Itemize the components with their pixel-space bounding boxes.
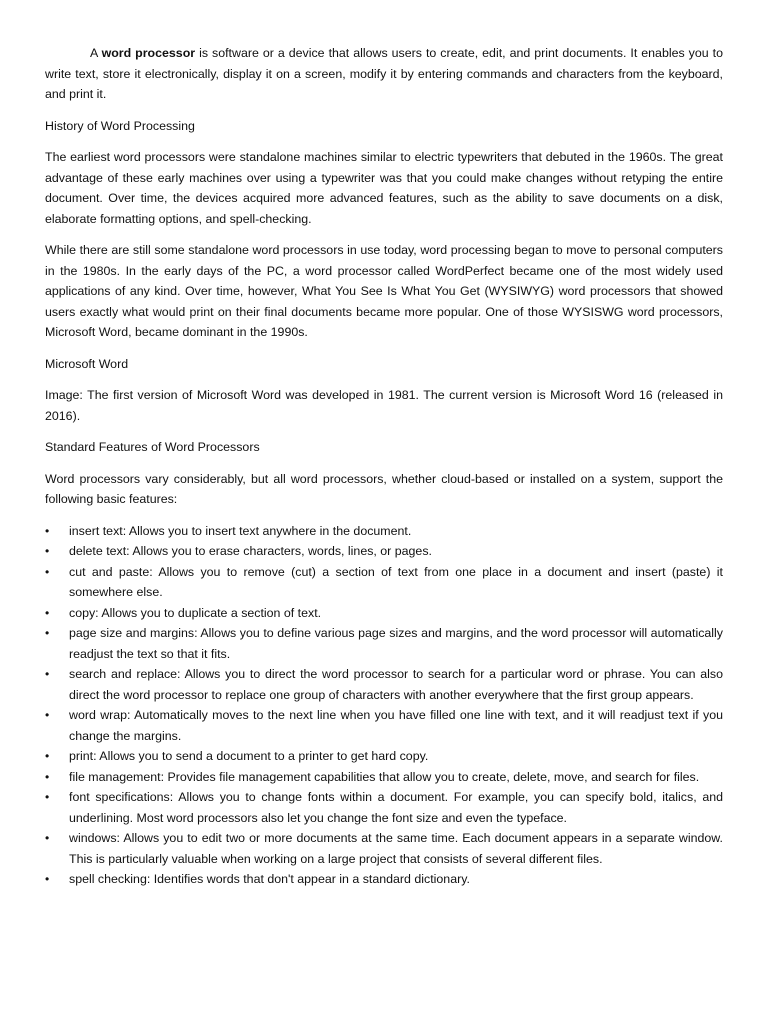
list-item-text: file management: Provides file management capabilities that allow you to create, delete, move, and search for files. [69, 769, 700, 784]
bullet-icon: • [45, 523, 50, 538]
features-heading: Standard Features of Word Processors [45, 440, 260, 454]
features-list [45, 521, 723, 890]
list-item [45, 746, 723, 767]
history-heading: History of Word Processing [45, 118, 195, 133]
list-item-text: copy: Allows you to duplicate a section of text. [69, 605, 322, 620]
bullet-icon: • [45, 544, 50, 558]
list-item-text: font specifications: Allows you to change fonts within a document. For example, you can specify bold, italics, and underlining. Most word processors also let you change the font size and even the typeface. [69, 790, 723, 825]
list-item [45, 562, 723, 603]
list-item-text: page size and margins: Allows you to define various page sizes and margins, and the word processor will automatically readjust the text so that it fits. [69, 626, 723, 661]
list-item-text: print: Allows you to send a document to a printer to get hard copy. [69, 749, 429, 763]
list-item [45, 603, 723, 624]
list-item [45, 623, 723, 664]
intro-lead: A [90, 46, 102, 60]
list-item [45, 828, 723, 869]
bullet-icon: • [45, 708, 50, 722]
bullet-icon: • [45, 564, 50, 579]
bullet-icon: • [45, 872, 50, 886]
list-item [45, 541, 723, 562]
intro-term: word processor [101, 46, 196, 60]
microsoft-word-paragraph: Image: The first version of Microsoft Word was developed in 1981. The current version is Microsoft Word 16 (released in 2016). [45, 388, 723, 423]
list-item [45, 521, 723, 542]
bullet-icon: • [45, 769, 50, 784]
list-item [45, 664, 723, 705]
list-item-text: delete text: Allows you to erase characters, words, lines, or pages. [69, 544, 432, 558]
features-intro: Word processors vary considerably, but all word processors, whether cloud-based or installed on a system, support the following basic features: [45, 471, 723, 506]
list-item [45, 767, 723, 788]
list-item-text: windows: Allows you to edit two or more documents at the same time. Each document appears in a separate window. This is particularly valuable when working on a large project that consists of several different files. [69, 831, 723, 866]
bullet-icon: • [45, 790, 50, 804]
list-item [45, 869, 723, 890]
bullet-icon: • [45, 626, 50, 640]
bullet-icon: • [45, 749, 50, 763]
list-item-text: insert text: Allows you to insert text anywhere in the document. [69, 523, 412, 538]
list-item-text: cut and paste: Allows you to remove (cut) a section of text from one place in a document and insert (paste) it somewhere else. [69, 564, 723, 599]
bullet-icon: • [45, 605, 50, 620]
list-item-text: spell checking: Identifies words that don't appear in a standard dictionary. [69, 872, 470, 886]
list-item-text: word wrap: Automatically moves to the next line when you have filled one line with text, and it will readjust text if you change the margins. [69, 708, 723, 743]
bullet-icon: • [45, 831, 50, 845]
intro-paragraph [45, 43, 723, 105]
history-paragraph-2: While there are still some standalone word processors in use today, word processing began to move to personal computers in the 1980s. In the early days of the PC, a word processor called WordPerfect became one of the most widely used applications of any kind. Over time, however, What You See Is What You Get (WYSIWYG) word processors that showed users exactly what would print on their final documents became more popular. One of those WYSISWG word processors, Microsoft Word, became dominant in the 1990s. [45, 243, 723, 339]
microsoft-word-heading: Microsoft Word [45, 356, 129, 371]
intro-rest: is software or a device that allows users to create, edit, and print documents. It enables you to write text, store it electronically, display it on a screen, modify it by entering commands and characters from the keyboard, and print it. [45, 46, 723, 101]
history-paragraph-1: The earliest word processors were standalone machines similar to electric typewriters that debuted in the 1960s. The great advantage of these early machines over using a typewriter was that you could make changes without retyping the entire document. Over time, the devices acquired more advanced features, such as the ability to save documents on a disk, elaborate formatting options, and spell-checking. [45, 150, 723, 226]
list-item-text: search and replace: Allows you to direct the word processor to search for a particular word or phrase. You can also direct the word processor to replace one group of characters with another everywhere that the first group appears. [69, 667, 723, 702]
list-item [45, 787, 723, 828]
list-item [45, 705, 723, 746]
bullet-icon: • [45, 667, 50, 681]
